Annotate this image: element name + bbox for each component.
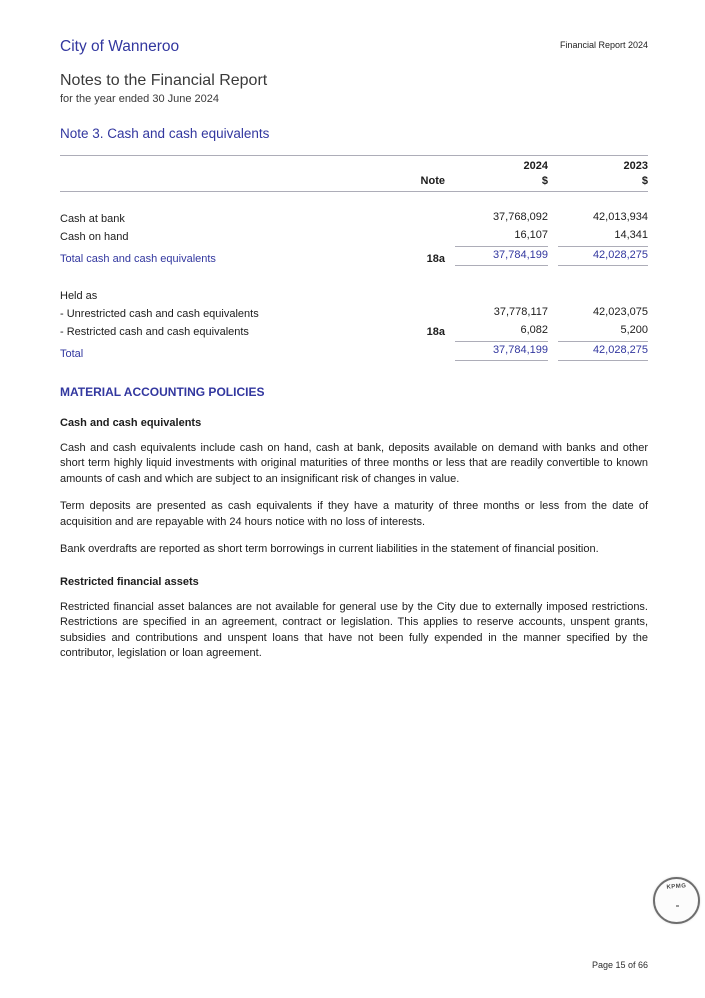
value-2023: 42,028,275 bbox=[558, 341, 648, 361]
table-header-row-units bbox=[60, 174, 648, 192]
document-subtitle: for the year ended 30 June 2024 bbox=[60, 93, 220, 105]
value-2024: 37,768,092 bbox=[492, 210, 548, 223]
brand-name: City of Wanneroo bbox=[60, 38, 180, 55]
note-heading: Note 3. Cash and cash equivalents bbox=[60, 126, 270, 141]
report-label: Financial Report 2024 bbox=[559, 40, 648, 50]
page-content bbox=[60, 0, 648, 662]
audit-stamp bbox=[653, 877, 700, 924]
table-header-row-years bbox=[60, 156, 648, 175]
row-label: Total cash and cash equivalents bbox=[60, 252, 216, 265]
value-2024: 37,784,199 bbox=[455, 341, 548, 361]
value-2023: 5,200 bbox=[620, 323, 648, 336]
audit-stamp-mark bbox=[676, 905, 679, 907]
row-label: - Restricted cash and cash equivalents bbox=[60, 325, 249, 338]
row-label: Cash on hand bbox=[60, 230, 129, 243]
policy-paragraph: Restricted financial asset balances are not available for general use by the City due to externally imposed restrictions. Restrictions are specified in an agreement, contract or legislation. This applies to reserve accounts, unspent grants, subsidies and contributions and unspent loans that have not been fully expended in the manner specified by the contributor, legislation or loan agreement. bbox=[60, 600, 648, 659]
financials-table bbox=[60, 155, 648, 362]
value-2023: 42,023,075 bbox=[592, 305, 648, 318]
value-2023: 14,341 bbox=[614, 228, 648, 241]
header-cell-empty bbox=[60, 156, 390, 175]
table-row-total bbox=[60, 245, 648, 267]
header-cell-empty bbox=[390, 156, 445, 175]
value-2024: 16,107 bbox=[514, 228, 548, 241]
page-number: Page 15 of 66 bbox=[591, 960, 648, 970]
table-row bbox=[60, 322, 648, 340]
value-2024: 37,778,117 bbox=[493, 305, 548, 318]
row-label: Cash at bank bbox=[60, 212, 125, 225]
policy-subheading-cash: Cash and cash equivalents bbox=[60, 416, 202, 429]
row-note bbox=[390, 340, 445, 362]
value-2023 bbox=[558, 300, 648, 303]
row-note bbox=[390, 289, 445, 304]
row-note: 18a bbox=[426, 252, 445, 265]
row-label: - Unrestricted cash and cash equivalents bbox=[60, 307, 259, 320]
policy-paragraph: Term deposits are presented as cash equivalents if they have a maturity of three months or less from the date of acquisition and are repayable with 24 hours notice with no loss of interests. bbox=[60, 500, 648, 528]
policy-paragraph: Cash and cash equivalents include cash on hand, cash at bank, deposits available on demand with banks and other short term highly liquid investments with original maturities of three months or less that are readily convertible to known amounts of cash and which are subject to an insignificant risk of changes in value. bbox=[60, 441, 648, 485]
table-row bbox=[60, 209, 648, 227]
policy-subheading-restricted: Restricted financial assets bbox=[60, 575, 199, 588]
row-note bbox=[390, 304, 445, 322]
row-note: 18a bbox=[426, 325, 445, 338]
table-row-total bbox=[60, 340, 648, 362]
document-title: Notes to the Financial Report bbox=[60, 72, 268, 89]
policy-paragraph: Bank overdrafts are reported as short term borrowings in current liabilities in the statement of financial position. bbox=[60, 543, 599, 555]
table-row bbox=[60, 304, 648, 322]
policies-heading: MATERIAL ACCOUNTING POLICIES bbox=[60, 384, 265, 399]
header-cell-empty bbox=[60, 174, 390, 192]
spacer-row bbox=[60, 192, 648, 209]
spacer-row bbox=[60, 267, 648, 289]
value-2023: 42,028,275 bbox=[558, 246, 648, 266]
row-note bbox=[390, 209, 445, 227]
header-cell-year-2023: 2023 bbox=[548, 156, 648, 175]
header-cell-unit: $ bbox=[445, 174, 548, 192]
row-note bbox=[390, 227, 445, 245]
table-row bbox=[60, 289, 648, 304]
value-2024: 37,784,199 bbox=[455, 246, 548, 266]
header-cell-year-2024: 2024 bbox=[445, 156, 548, 175]
value-2024: 6,082 bbox=[520, 323, 548, 336]
header-cell-note: Note bbox=[390, 174, 445, 192]
header-cell-unit: $ bbox=[548, 174, 648, 192]
value-2023: 42,013,934 bbox=[592, 210, 648, 223]
value-2024 bbox=[455, 300, 548, 303]
audit-stamp-text: KPMG bbox=[666, 883, 687, 891]
row-label: Total bbox=[60, 347, 84, 360]
page-header bbox=[60, 38, 648, 56]
table-row bbox=[60, 227, 648, 245]
row-label: Held as bbox=[60, 289, 98, 302]
